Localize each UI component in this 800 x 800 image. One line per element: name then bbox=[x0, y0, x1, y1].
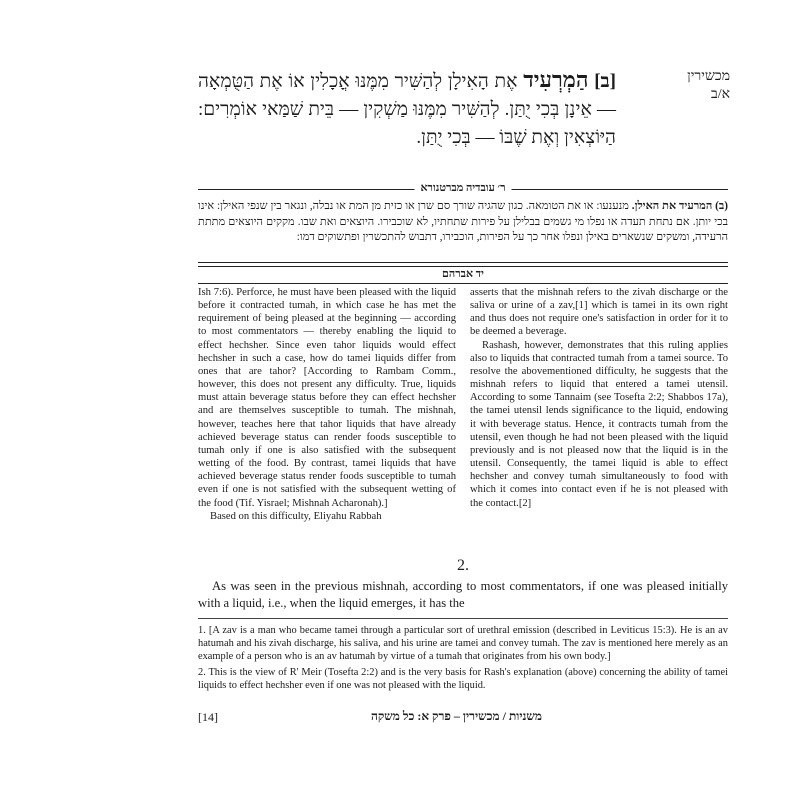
section-number: 2. bbox=[457, 557, 469, 574]
commentary-left-column bbox=[198, 286, 456, 523]
footnotes bbox=[198, 624, 728, 694]
tractate-header bbox=[620, 68, 730, 104]
mishnah-text bbox=[198, 66, 616, 152]
commentary-right-column bbox=[470, 286, 728, 510]
mishnah-lead-word: הַמְרְעִיד bbox=[523, 67, 589, 92]
commentary-right-para-1: asserts that the mishnah refers to the zivah discharge or the saliva or urine of a zav,[1] which is tamei in its own right and thus does not require one's satisfaction in order for it to be deemed a beverage. bbox=[470, 287, 728, 338]
bartenura-lead: (ב) המרעיד את האילן. bbox=[631, 200, 729, 212]
chapter-mishnah-ref: א/ב bbox=[710, 87, 730, 102]
bartenura-body: מנענעו: או את הטומאה. כגון שהגיה שורך סם שרן או כזית מן המת או נבלה, ונגאר בין שנפי האילן: אינו בכי יותן. אם נתחת תעדה או נפלו מי גשמים בבלילן על פירות שתחתיו, לא שוכבירו. היוצאים ואת שבו. מקקים היוצאים מתתת הרעידה, ומשקים שנשארים באילן ונפלו אחר כך על הפירות, הוכבירו, דתבוש להתכשרין ופתשוקים דמו: bbox=[198, 200, 728, 243]
section-body: As was seen in the previous mishnah, according to most commentators, if one was pleased initially with a liquid, i.e., when the liquid emerges, it has the bbox=[198, 579, 728, 610]
commentary-right-para-2: Rashash, however, demonstrates that this ruling applies also to liquids that contracted tumah from a tamei source. To resolve the abovementioned difficulty, he suggests that the mishnah refers to liquid that entered a tamei utensil. According to some Tannaim (see Tosefta 2:2; Shabbos 17a), the tamei utensil lends significance to the liquid, endowing it with beverage status. Hence, it contracts tumah from the utensil, even though he had not been pleased with the liquid previously and is not pleased now that the liquid is in the utensil. Consequently, the tamei liquid is able to effect hechsher and convey tumah simultaneously to food with which it comes into contact even if he is not pleased with the contact.[2] bbox=[470, 339, 728, 509]
footnote-1: 1. [A zav is a man who became tamei through a particular sort of urethral emission (described in Leviticus 15:3). He is an av hatumah and his zivah discharge, his saliva, and his urine are tamei and convey tumah. The zav is mentioned here merely as an example of a person who is an av hatumah by virtue of a tumah that originates from his own body.] bbox=[198, 625, 728, 663]
bartenura-heading bbox=[198, 183, 728, 197]
mishnah-body: אֶת הָאִילָן לְהַשִּׁיר מִמֶּנּוּ אֳכָלִין אוֹ אֶת הַטֻּמְאָה — אֵינָן בְּכִי יֻתַּן. לְהַשִּׁיר מִמֶּנּוּ מַשְׁקִין — בֵּית שַׁמַּאי אוֹמְרִים: הַיּוֹצְאִין וְאֶת שֶׁבּוֹ — בְּכִי יֻתַּן. bbox=[198, 71, 616, 148]
bartenura-label: ר׳ עובדיה מברטנורא bbox=[414, 182, 511, 194]
commentary-left-para-2: Based on this difficulty, Eliyahu Rabbah bbox=[210, 510, 382, 522]
yad-avraham-label: יד אברהם bbox=[442, 268, 484, 280]
footnote-rule bbox=[198, 618, 728, 619]
yad-avraham-top-rule bbox=[198, 262, 728, 267]
running-head: משניות / מכשירין – פרק א: כל משקה bbox=[370, 709, 542, 723]
mishnah-number: [ב] bbox=[594, 71, 616, 92]
page-number: [14] bbox=[198, 710, 218, 724]
bartenura-commentary bbox=[198, 199, 728, 246]
footnote-2: 2. This is the view of R' Meir (Tosefta 2:2) and is the very basis for Rash's explanation (above) concerning the ability of tamei liquids to effect hechsher even if one was not pleased with the liquid. bbox=[198, 666, 728, 691]
commentary-left-para-1: Ish 7:6). Perforce, he must have been pleased with the liquid before it contracted tumah, in which case he has met the requirement of being pleased at the beginning — according to most commentators — thereby enabling the liquid to effect hechsher. Since even tahor liquids would effect hechsher in such a case, how do tamei liquids differ from ones that are tahor? [According to Rambam Comm., however, this does not present any difficulty. True, liquids must attain beverage status before they can effect hechsher and are themselves susceptible to tumah. The mishnah, however, teaches here that tahor liquids that have already achieved beverage status can render foods susceptible to tumah only if one is also satisfied with the subsequent wetting of the food. By contrast, tamei liquids that have achieved beverage status render foods susceptible to tumah even if one is not satisfied with the subsequent wetting of the food (Tif. Yisrael; Mishnah Acharonah).] bbox=[198, 287, 456, 509]
yad-avraham-bottom-rule bbox=[198, 283, 728, 284]
tractate-name: מכשירין bbox=[687, 69, 730, 84]
